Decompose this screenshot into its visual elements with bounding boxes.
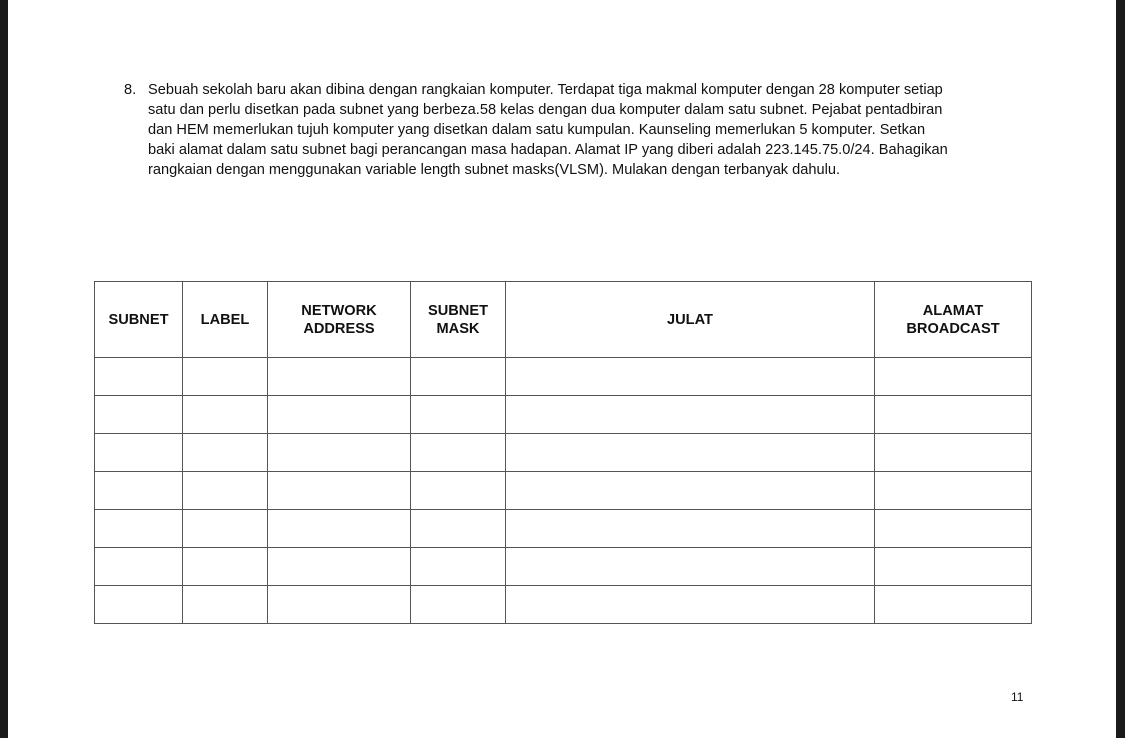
header-network-address: NETWORK ADDRESS [268, 282, 411, 358]
table-row [95, 586, 1032, 624]
table-cell [268, 434, 411, 472]
table-cell [411, 586, 506, 624]
table-row [95, 396, 1032, 434]
table-cell [268, 510, 411, 548]
table-row [95, 548, 1032, 586]
header-subnet-mask: SUBNET MASK [411, 282, 506, 358]
question-line: rangkaian dengan menggunakan variable length subnet masks(VLSM). Mulakan dengan terbanyak dahulu. [148, 162, 841, 178]
question-line: baki alamat dalam satu subnet bagi perancangan masa hadapan. Alamat IP yang diberi adalah 223.145.75.0/24. Bahagikan [148, 142, 948, 158]
question-line: satu dan perlu disetkan pada subnet yang berbeza.58 kelas dengan dua komputer dalam satu subnet. Pejabat pentadbiran [148, 102, 943, 118]
table-cell [95, 434, 183, 472]
question-8 [124, 80, 1034, 180]
table-cell [411, 548, 506, 586]
table-cell [95, 472, 183, 510]
table-row [95, 510, 1032, 548]
header-subnet: SUBNET [95, 282, 183, 358]
table-header-row [95, 282, 1032, 358]
header-alamat-broadcast: ALAMAT BROADCAST [875, 282, 1032, 358]
question-text [148, 80, 1034, 180]
table-cell [875, 586, 1032, 624]
header-julat: JULAT [506, 282, 875, 358]
table-cell [95, 548, 183, 586]
document-page [8, 0, 1116, 738]
table-cell [268, 586, 411, 624]
question-number: 8. [124, 82, 137, 98]
header-label: LABEL [183, 282, 268, 358]
table-cell [268, 472, 411, 510]
table-cell [506, 358, 875, 396]
table-cell [506, 472, 875, 510]
table-cell [183, 510, 268, 548]
table-cell [875, 396, 1032, 434]
table-cell [268, 548, 411, 586]
table-cell [506, 434, 875, 472]
right-dark-border [1116, 0, 1125, 738]
table-row [95, 472, 1032, 510]
table-cell [95, 510, 183, 548]
table-cell [411, 358, 506, 396]
table-cell [95, 586, 183, 624]
table-cell [183, 434, 268, 472]
table-cell [506, 548, 875, 586]
table-cell [183, 358, 268, 396]
table-cell [183, 586, 268, 624]
table-cell [875, 472, 1032, 510]
table-cell [183, 472, 268, 510]
table-cell [506, 510, 875, 548]
table-cell [183, 396, 268, 434]
vlsm-table [94, 281, 1032, 624]
table-cell [95, 358, 183, 396]
table-cell [183, 548, 268, 586]
table-cell [95, 396, 183, 434]
table-cell [875, 510, 1032, 548]
left-dark-border [0, 0, 8, 738]
page-number: 11 [1011, 690, 1024, 704]
table-cell [506, 586, 875, 624]
table-cell [411, 434, 506, 472]
table-cell [268, 396, 411, 434]
table-cell [506, 396, 875, 434]
table-row [95, 434, 1032, 472]
table-cell [411, 510, 506, 548]
table-cell [875, 548, 1032, 586]
table-cell [875, 434, 1032, 472]
table-row [95, 358, 1032, 396]
table-cell [875, 358, 1032, 396]
question-line: Sebuah sekolah baru akan dibina dengan rangkaian komputer. Terdapat tiga makmal komputer dengan 28 komputer setiap [148, 82, 943, 98]
table-cell [411, 472, 506, 510]
question-line: dan HEM memerlukan tujuh komputer yang disetkan dalam satu kumpulan. Kaunseling memerlukan 5 komputer. Setkan [148, 122, 926, 138]
table-cell [268, 358, 411, 396]
table-cell [411, 396, 506, 434]
